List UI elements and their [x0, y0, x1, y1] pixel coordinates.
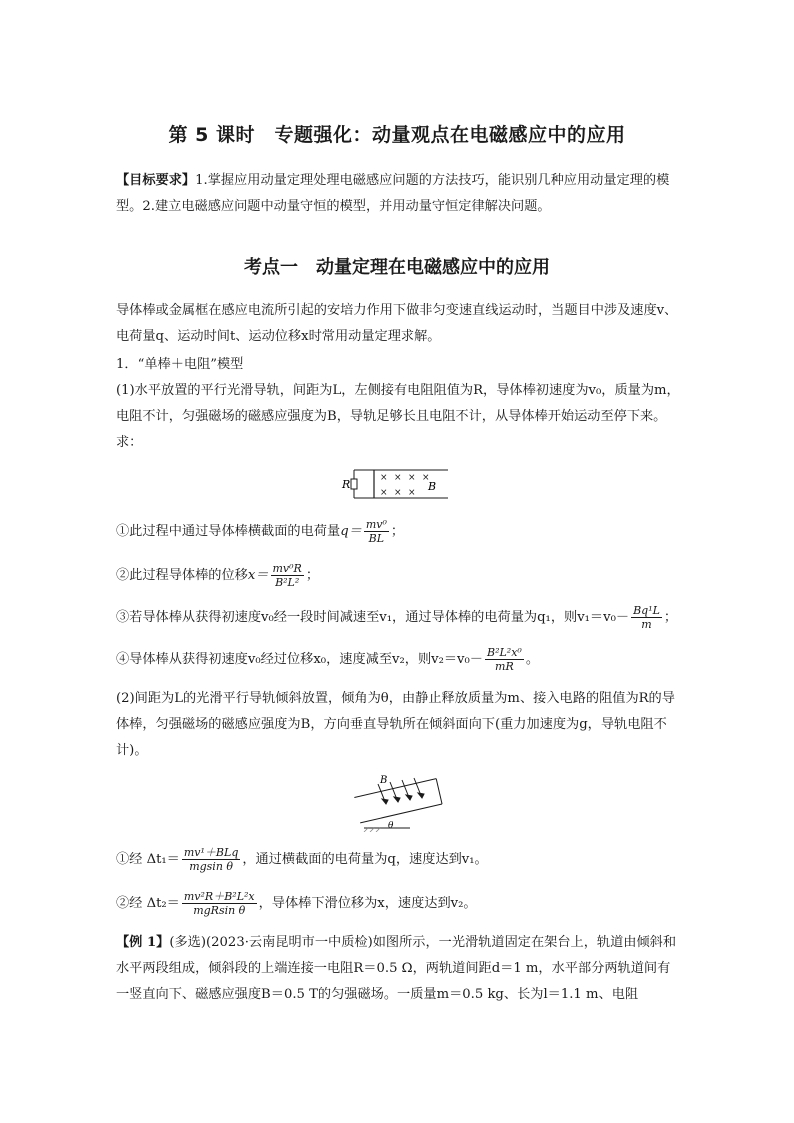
resistor-symbol: [351, 479, 357, 489]
field-cross-marks: [380, 473, 430, 498]
item-1: ①此过程中通过导体棒横截面的电荷量q＝ $\frac{\text{mv⁰}}{BL}$ ；: [116, 518, 405, 545]
inclined-rail-figure: [350, 770, 445, 832]
field-label: B: [380, 775, 388, 786]
objective-paragraph: [116, 168, 680, 220]
objective-text: 1.掌握应用动量定理处理电磁感应问题的方法技巧，能识别几种应用动量定理的模型。2.建立电磁感应问题中动量守恒的模型，并用动量守恒定律解决问题。: [116, 173, 670, 214]
example-text: (多选)(2023·云南昆明市一中质检)如图所示，一光滑轨道固定在架台上，轨道由倾斜和水平两段组成，倾斜段的上端连接一电阻R＝0.5 Ω，两轨道间距d＝1 m，水平部分两轨道间有一竖直向下、磁感应强度B＝0.5 T的匀强磁场。一质量m＝0.5 kg、长为l＝1.1 m、电阻: [116, 935, 677, 1002]
item-5: ①经 Δt₁＝ $\frac{\text{mv¹＋BLq}}{\text{mgsin θ}}$ ，通过横截面的电荷量为q，速度达到v₁。: [116, 846, 488, 873]
item-3: ③若导体棒从获得初速度v₀经一段时间减速至v₁，通过导体棒的电荷量为q₁，则v₁＝v₀－ $\frac{\text{Bq¹L}}{m}$ ；: [116, 604, 678, 631]
example-tag: 【例 1】: [116, 935, 170, 950]
angle-label: θ: [388, 821, 394, 831]
svg-text:×: ×: [408, 488, 416, 498]
svg-text:×: ×: [394, 488, 402, 498]
svg-text:×: ×: [422, 473, 430, 483]
objective-tag: 【目标要求】: [116, 173, 196, 188]
item-4: ④导体棒从获得初速度v₀经过位移x₀，速度减至v₂，则v₂＝v₀－ $\frac{\text{B²L²x⁰}}{mR}$ 。: [116, 646, 539, 673]
section-title: 考点一 动量定理在电磁感应中的应用: [244, 257, 550, 278]
model1-paragraph-2: (2)间距为L的光滑平行导轨倾斜放置，倾角为θ，由静止释放质量为m、接入电路的阻值为R的导体棒，匀强磁场的磁感应强度为B，方向垂直导轨所在倾斜面向下(重力加速度为g，导轨电阻不计)。: [116, 691, 675, 758]
model1-paragraph-1: (1)水平放置的平行光滑导轨，间距为L，左侧接有电阻阻值为R，导体棒初速度为v₀，质量为m，电阻不计，匀强磁场的磁感应强度为B，导轨足够长且电阻不计，从导体棒开始运动至停下来。求：: [116, 383, 680, 450]
item-2: ②此过程导体棒的位移x＝ $\frac{\text{mv⁰R}}{\text{B²L²}}$ ；: [116, 562, 320, 589]
rail-resistor-figure: [340, 462, 450, 502]
svg-text:×: ×: [394, 473, 402, 483]
field-label: B: [428, 480, 437, 493]
svg-text:×: ×: [380, 473, 388, 483]
model1-heading: 1．“单棒＋电阻”模型: [116, 357, 244, 372]
svg-text:×: ×: [380, 488, 388, 498]
example-paragraph: [116, 930, 680, 1008]
intro-paragraph: 导体棒或金属框在感应电流所引起的安培力作用下做非匀变速直线运动时，当题目中涉及速度v、电荷量q、运动时间t、运动位移x时常用动量定理求解。: [116, 303, 678, 344]
item-6: ②经 Δt₂＝ $\frac{\text{mv²R＋B²L²x}}{\text{mgRsin θ}}$ ，导体棒下滑位移为x，速度达到v₂。: [116, 890, 477, 917]
page-title: 第 5 课时 专题强化：动量观点在电磁感应中的应用: [168, 124, 626, 146]
resistor-label: R: [342, 478, 351, 491]
svg-text:×: ×: [408, 473, 416, 483]
